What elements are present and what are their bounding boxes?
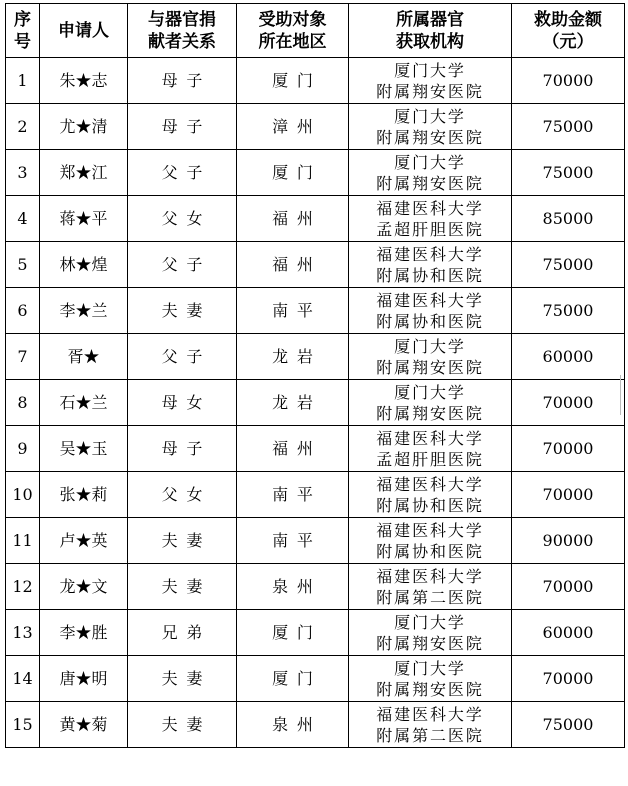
cell-applicant: 龙★文 (40, 564, 128, 610)
cell-index: 1 (6, 58, 40, 104)
header-location-line: 受助对象 (258, 9, 327, 30)
cell-institution-line: 福建医科大学 (376, 290, 484, 310)
cell-amount: 70000 (512, 564, 625, 610)
cell-institution (349, 380, 512, 426)
cell-institution (349, 426, 512, 472)
cell-institution-line: 附属翔安医院 (376, 173, 484, 193)
cell-institution-line: 孟超肝胆医院 (376, 449, 484, 469)
header-institution (349, 4, 512, 58)
cell-amount: 70000 (512, 656, 625, 702)
cell-institution-line: 福建医科大学 (376, 244, 484, 264)
cell-applicant: 朱★志 (40, 58, 128, 104)
table-row (6, 518, 625, 564)
cell-amount: 75000 (512, 702, 625, 748)
cell-location: 南平 (237, 288, 349, 334)
cell-relation: 父子 (128, 242, 237, 288)
cell-relation: 兄弟 (128, 610, 237, 656)
cell-institution (349, 242, 512, 288)
cell-index: 9 (6, 426, 40, 472)
cell-institution-line: 厦门大学 (394, 336, 466, 356)
cell-relation: 夫妻 (128, 288, 237, 334)
cell-relation: 父女 (128, 472, 237, 518)
cell-relation: 父女 (128, 196, 237, 242)
cell-amount: 75000 (512, 288, 625, 334)
cell-institution-line: 附属翔安医院 (376, 633, 484, 653)
cell-index: 3 (6, 150, 40, 196)
cell-institution (349, 518, 512, 564)
cell-institution-line: 附属协和医院 (376, 541, 484, 561)
table-row (6, 242, 625, 288)
cell-location: 厦门 (237, 656, 349, 702)
cell-relation: 父子 (128, 334, 237, 380)
cell-institution-line: 附属翔安医院 (376, 81, 484, 101)
cell-institution-line: 附属第二医院 (376, 725, 484, 745)
cell-amount: 60000 (512, 610, 625, 656)
header-index-line: 号 (14, 31, 31, 52)
cell-institution-line: 附属协和医院 (376, 265, 484, 285)
header-relation-line: 献者关系 (148, 31, 216, 52)
cell-location: 福州 (237, 196, 349, 242)
cell-index: 13 (6, 610, 40, 656)
cell-institution (349, 656, 512, 702)
cell-applicant: 黄★菊 (40, 702, 128, 748)
header-index-line: 序 (14, 9, 31, 30)
cell-index: 8 (6, 380, 40, 426)
cell-institution (349, 288, 512, 334)
aid-table (5, 3, 625, 748)
cell-amount: 75000 (512, 150, 625, 196)
cell-applicant: 林★煌 (40, 242, 128, 288)
cell-institution-line: 福建医科大学 (376, 474, 484, 494)
table-row (6, 58, 625, 104)
header-amount (512, 4, 625, 58)
cell-institution-line: 附属翔安医院 (376, 679, 484, 699)
cell-applicant: 胥★ (40, 334, 128, 380)
header-applicant: 申请人 (40, 4, 128, 58)
cell-relation: 夫妻 (128, 656, 237, 702)
cell-institution (349, 334, 512, 380)
table-row (6, 150, 625, 196)
cell-amount: 75000 (512, 104, 625, 150)
header-location-line: 所在地区 (258, 31, 327, 52)
cell-location: 漳州 (237, 104, 349, 150)
cell-index: 12 (6, 564, 40, 610)
cell-institution-line: 福建医科大学 (376, 198, 484, 218)
cell-location: 龙岩 (237, 334, 349, 380)
table-row (6, 196, 625, 242)
cell-amount: 75000 (512, 242, 625, 288)
cell-institution (349, 58, 512, 104)
table-row (6, 288, 625, 334)
cell-location: 厦门 (237, 150, 349, 196)
header-institution-line: 获取机构 (396, 31, 464, 52)
cell-institution (349, 564, 512, 610)
header-amount-line: 救助金额 (534, 9, 602, 30)
cell-institution-line: 厦门大学 (394, 382, 466, 402)
header-row (6, 4, 625, 58)
header-relation (128, 4, 237, 58)
cell-relation: 夫妻 (128, 702, 237, 748)
page-edge-mark (620, 375, 627, 415)
cell-applicant: 张★莉 (40, 472, 128, 518)
cell-location: 南平 (237, 472, 349, 518)
cell-index: 2 (6, 104, 40, 150)
cell-amount: 70000 (512, 426, 625, 472)
cell-institution-line: 附属协和医院 (376, 495, 484, 515)
cell-applicant: 唐★明 (40, 656, 128, 702)
header-relation-line: 与器官捐 (148, 9, 216, 30)
table-row (6, 426, 625, 472)
cell-index: 11 (6, 518, 40, 564)
cell-relation: 夫妻 (128, 518, 237, 564)
cell-index: 15 (6, 702, 40, 748)
cell-institution (349, 150, 512, 196)
table-row (6, 610, 625, 656)
table-row (6, 564, 625, 610)
cell-location: 龙岩 (237, 380, 349, 426)
cell-location: 泉州 (237, 702, 349, 748)
cell-applicant: 李★兰 (40, 288, 128, 334)
cell-institution-line: 附属第二医院 (376, 587, 484, 607)
cell-institution-line: 附属翔安医院 (376, 127, 484, 147)
cell-index: 6 (6, 288, 40, 334)
header-amount-line: （元） (542, 31, 594, 52)
cell-institution (349, 610, 512, 656)
cell-institution-line: 厦门大学 (394, 60, 466, 80)
table-row (6, 656, 625, 702)
cell-index: 4 (6, 196, 40, 242)
table-row (6, 104, 625, 150)
cell-institution-line: 厦门大学 (394, 658, 466, 678)
table-row (6, 472, 625, 518)
cell-relation: 夫妻 (128, 564, 237, 610)
table-row (6, 380, 625, 426)
cell-amount: 85000 (512, 196, 625, 242)
cell-applicant: 蒋★平 (40, 196, 128, 242)
cell-applicant: 卢★英 (40, 518, 128, 564)
cell-location: 厦门 (237, 610, 349, 656)
cell-amount: 90000 (512, 518, 625, 564)
header-location (237, 4, 349, 58)
cell-location: 福州 (237, 242, 349, 288)
header-institution-line: 所属器官 (396, 9, 464, 30)
cell-index: 14 (6, 656, 40, 702)
cell-location: 厦门 (237, 58, 349, 104)
cell-index: 10 (6, 472, 40, 518)
cell-relation: 母子 (128, 104, 237, 150)
cell-index: 7 (6, 334, 40, 380)
cell-institution (349, 702, 512, 748)
cell-applicant: 郑★江 (40, 150, 128, 196)
cell-amount: 70000 (512, 58, 625, 104)
cell-applicant: 李★胜 (40, 610, 128, 656)
cell-institution-line: 厦门大学 (394, 106, 466, 126)
cell-location: 福州 (237, 426, 349, 472)
cell-institution (349, 196, 512, 242)
cell-institution-line: 福建医科大学 (376, 428, 484, 448)
cell-institution-line: 厦门大学 (394, 612, 466, 632)
cell-amount: 70000 (512, 472, 625, 518)
cell-amount: 70000 (512, 380, 625, 426)
cell-index: 5 (6, 242, 40, 288)
cell-institution-line: 附属翔安医院 (376, 403, 484, 423)
cell-institution-line: 附属翔安医院 (376, 357, 484, 377)
cell-relation: 母子 (128, 58, 237, 104)
table-row (6, 702, 625, 748)
cell-institution (349, 104, 512, 150)
cell-institution-line: 附属协和医院 (376, 311, 484, 331)
cell-relation: 父子 (128, 150, 237, 196)
cell-location: 南平 (237, 518, 349, 564)
cell-applicant: 石★兰 (40, 380, 128, 426)
cell-institution-line: 孟超肝胆医院 (376, 219, 484, 239)
cell-applicant: 尤★清 (40, 104, 128, 150)
header-index (6, 4, 40, 58)
table-row (6, 334, 625, 380)
cell-location: 泉州 (237, 564, 349, 610)
cell-relation: 母子 (128, 426, 237, 472)
cell-applicant: 吴★玉 (40, 426, 128, 472)
cell-institution-line: 福建医科大学 (376, 520, 484, 540)
cell-institution-line: 福建医科大学 (376, 566, 484, 586)
cell-institution (349, 472, 512, 518)
cell-institution-line: 厦门大学 (394, 152, 466, 172)
cell-amount: 60000 (512, 334, 625, 380)
table-body (6, 58, 625, 748)
cell-institution-line: 福建医科大学 (376, 704, 484, 724)
cell-relation: 母女 (128, 380, 237, 426)
